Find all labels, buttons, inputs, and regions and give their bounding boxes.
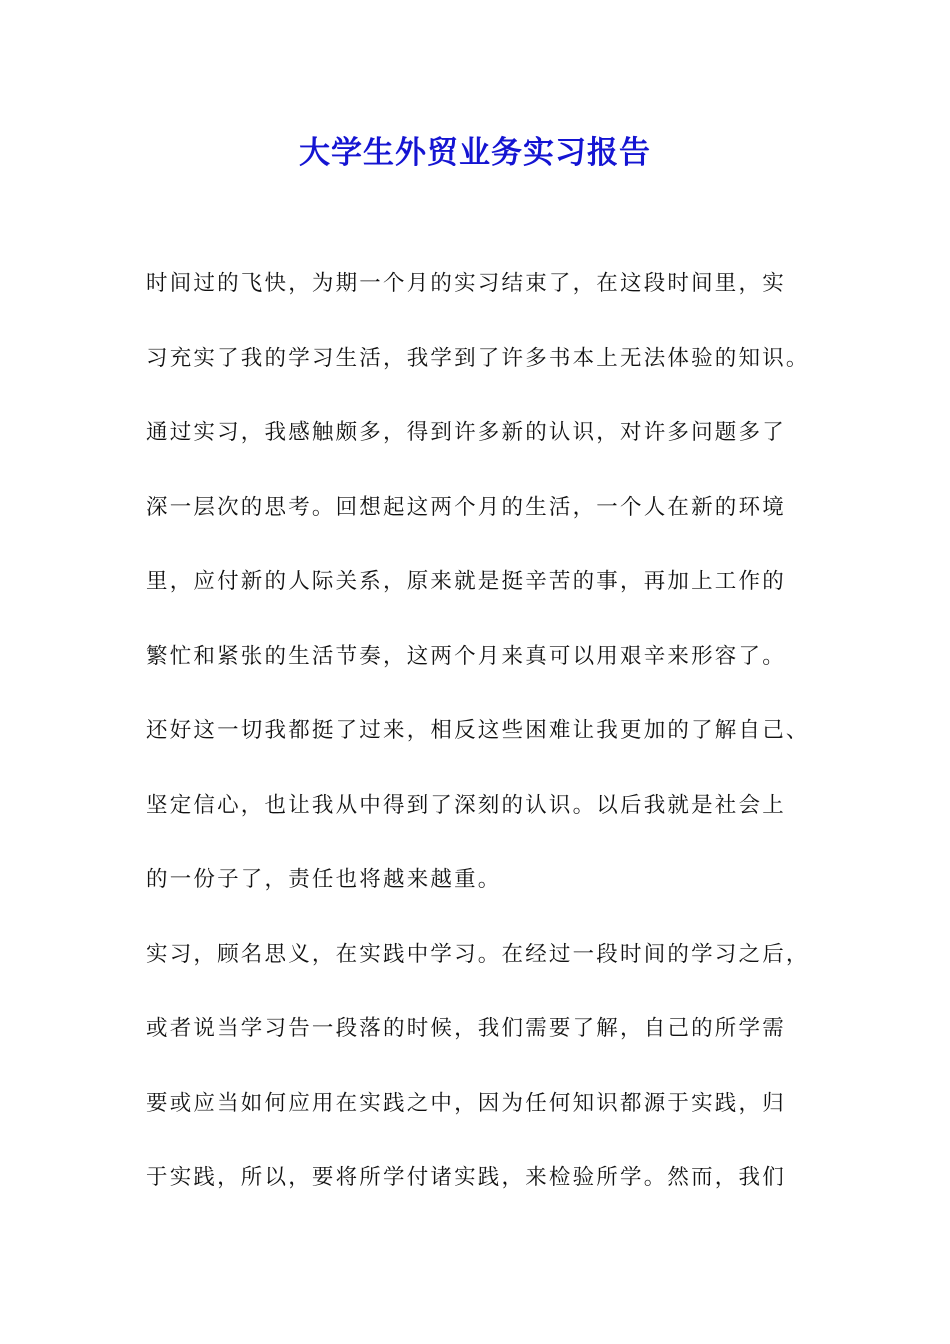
text-line: 通过实习，我感触颇多，得到许多新的认识，对许多问题多了 — [146, 420, 786, 445]
document-title: 大学生外贸业务实习报告 — [299, 135, 651, 171]
text-line: 的一份子了，责任也将越来越重。 — [146, 867, 502, 892]
text-line: 坚定信心，也让我从中得到了深刻的认识。以后我就是社会上 — [146, 792, 786, 818]
text-line: 繁忙和紧张的生活节奏，这两个月来真可以用艰辛来形容了。 — [146, 643, 786, 669]
document-body — [146, 264, 826, 1233]
text-line: 时间过的飞快，为期一个月的实习结束了，在这段时间里，实 — [146, 271, 786, 296]
text-line: 要或应当如何应用在实践之中，因为任何知识都源于实践，归 — [146, 1090, 786, 1116]
text-line: 或者说当学习告一段落的时候，我们需要了解，自己的所学需 — [146, 1016, 786, 1041]
text-line: 习充实了我的学习生活，我学到了许多书本上无法体验的知识。 — [146, 345, 810, 371]
text-line: 里，应付新的人际关系，原来就是挺辛苦的事，再加上工作的 — [146, 569, 786, 594]
text-line: 还好这一切我都挺了过来，相反这些困难让我更加的了解自己、 — [146, 718, 810, 743]
text-line: 于实践，所以，要将所学付诸实践，来检验所学。然而，我们 — [146, 1165, 786, 1190]
text-line: 深一层次的思考。回想起这两个月的生活，一个人在新的环境 — [146, 494, 786, 520]
text-line: 实习，顾名思义，在实践中学习。在经过一段时间的学习之后， — [146, 941, 810, 967]
